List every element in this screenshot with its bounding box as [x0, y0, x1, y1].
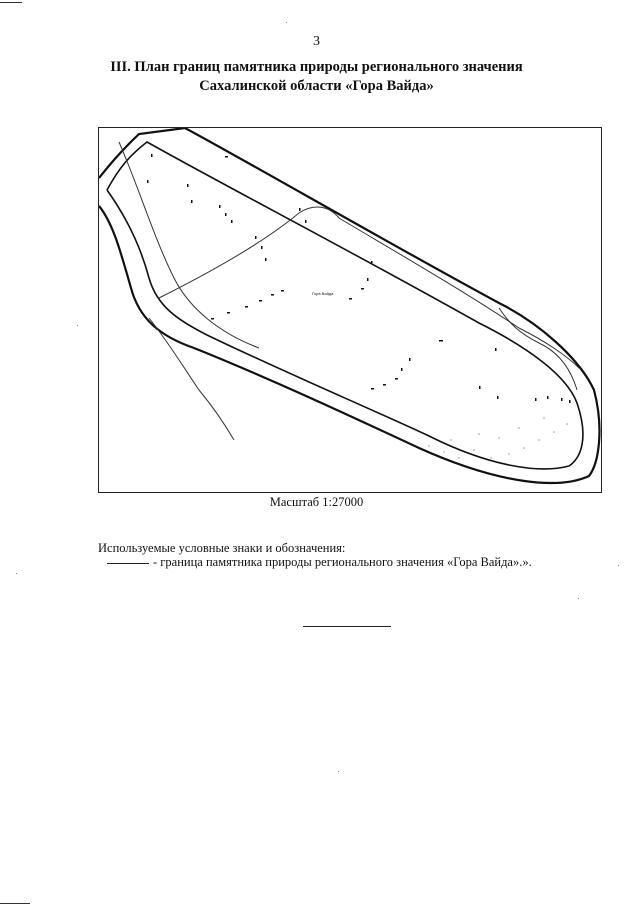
map-drawing	[99, 128, 602, 493]
boundary-map	[98, 127, 602, 493]
stream-line	[499, 308, 577, 390]
stream-line	[149, 318, 234, 440]
summit-label: Гора Вайда	[312, 291, 334, 296]
scan-speck	[578, 598, 579, 599]
contour-marks	[147, 154, 571, 403]
page-title	[60, 58, 573, 96]
boundary-inner-line	[107, 142, 583, 469]
page-title-line-2: Сахалинской области «Гора Вайда»	[199, 78, 434, 94]
map-scale: Масштаб 1:27000	[269, 495, 364, 509]
scan-speck	[338, 771, 339, 772]
scan-speck	[16, 573, 17, 574]
page-title-line-1: III. План границ памятника природы регионального значения	[110, 59, 523, 75]
scan-speck	[286, 22, 287, 23]
survey-line	[119, 142, 259, 348]
scan-edge-mark	[0, 903, 30, 904]
legend-line-symbol	[107, 563, 149, 564]
page-number: 3	[313, 34, 320, 49]
scan-speck	[77, 325, 78, 326]
terrain-speckle	[428, 417, 568, 459]
boundary-outer-line	[99, 128, 599, 483]
scan-speck	[618, 565, 619, 566]
legend-item	[107, 555, 532, 570]
closing-rule	[303, 626, 391, 627]
scan-edge-mark	[0, 2, 22, 3]
legend-heading: Используемые условные знаки и обозначения:	[98, 541, 346, 555]
legend-item-text: - граница памятника природы регионального значения «Гора Вайда».».	[153, 555, 532, 569]
